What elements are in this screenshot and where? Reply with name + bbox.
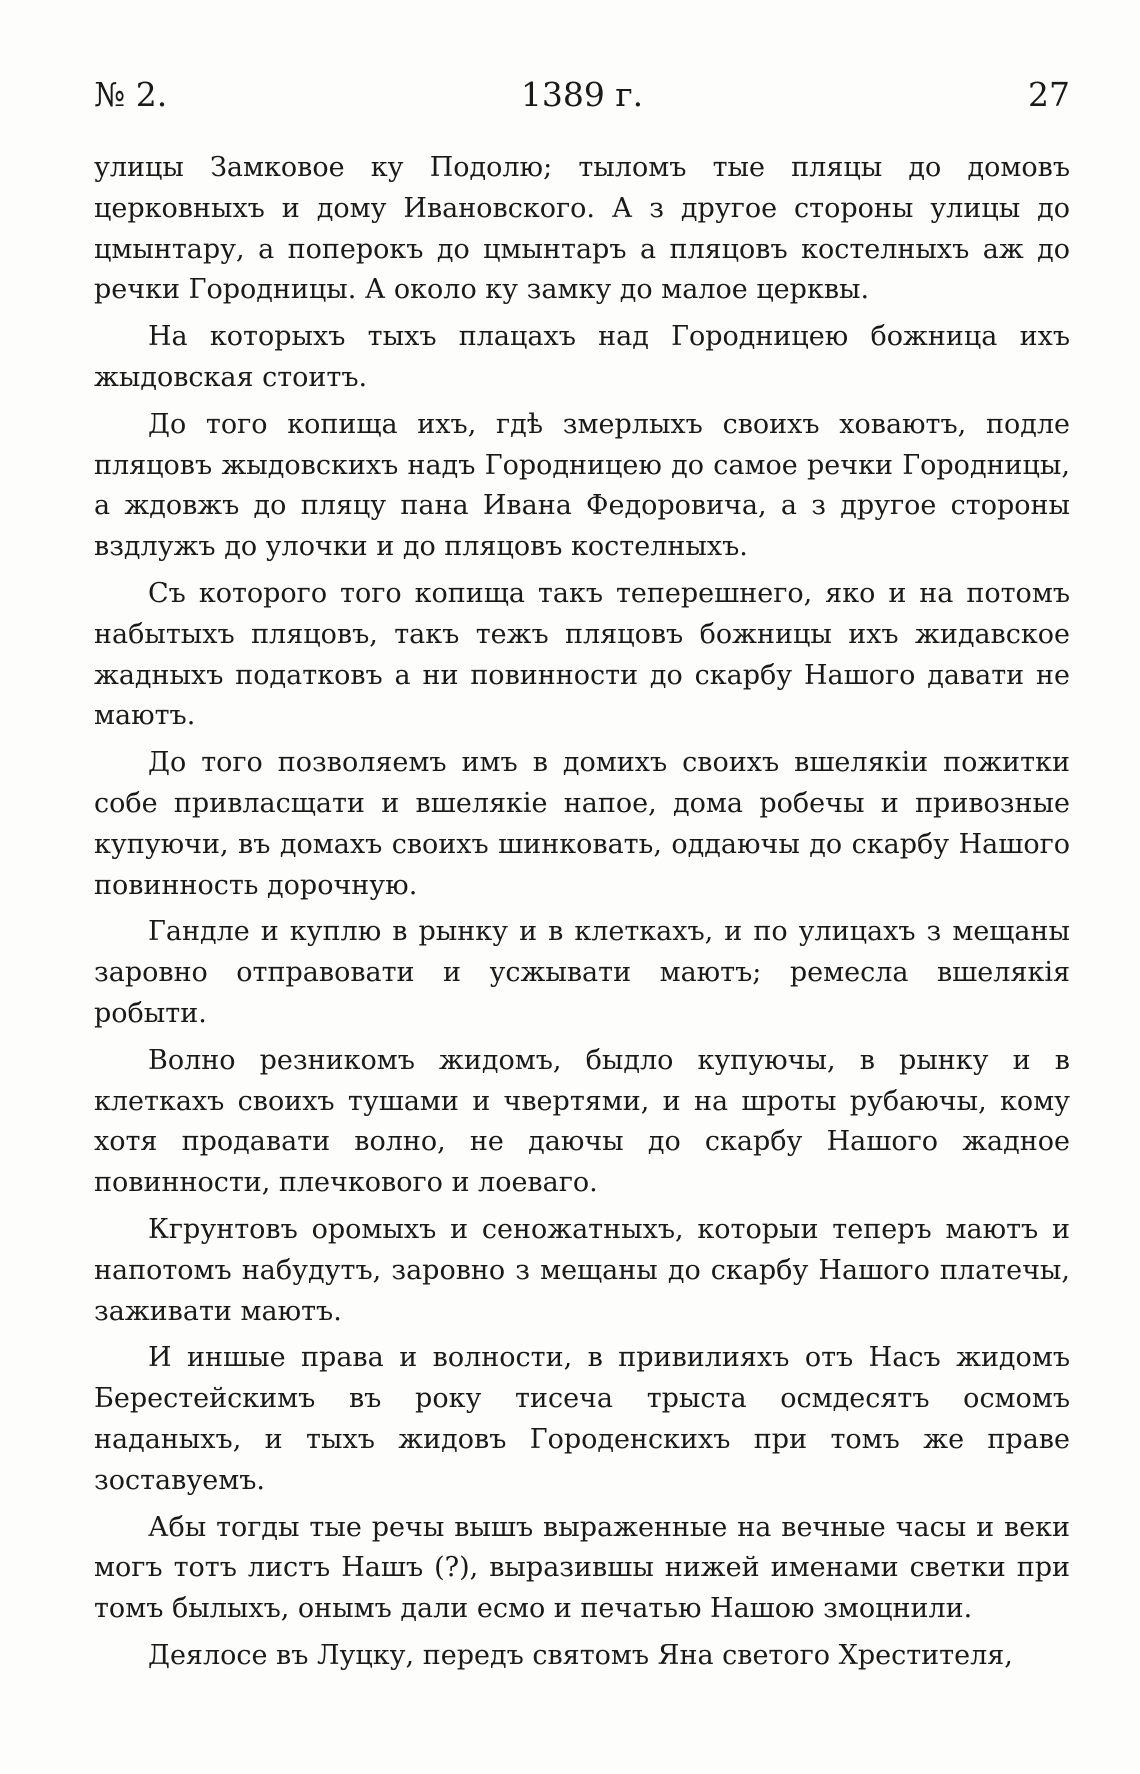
paragraph-9: И иншые права и волности, в привилияхъ отъ Насъ жидомъ Берестейскимъ въ року тисеча трыста осмдесятъ осмомъ наданыхъ, и тыхъ жидовъ Городенскихъ при томъ же праве зоставуемъ. — [94, 1342, 1070, 1496]
header-year: 1389 г. — [520, 75, 644, 114]
page-number: 27 — [1028, 75, 1070, 114]
page-header — [94, 70, 1070, 120]
paragraph-4: Съ которого того копища такъ теперешнего, яко и на потомъ набытыхъ пляцовъ, такъ тежъ пляцовъ божницы ихъ жидавское жадныхъ податковъ а ни повинности до скарбу Нашого давати не маютъ. — [94, 577, 1070, 732]
paragraph-6: Гандле и куплю в рынку и в клеткахъ, и по улицахъ з мещаны заровно отправовати и усжывати маютъ; ремесла вшелякія робыти. — [94, 916, 1070, 1029]
paragraph-11: Деялосе въ Луцку, передъ святомъ Яна светого Хрестителя, — [148, 1639, 1013, 1671]
paragraph-10: Абы тогды тые речы вышъ выраженные на вечные часы и веки могъ тотъ листъ Нашъ (?), выразившы нижей именами светки при томъ былыхъ, онымъ дали есмо и печатью Нашою змоцнили. — [94, 1511, 1070, 1625]
paragraph-7: Волно резникомъ жидомъ, быдло купуючы, в рынку и в клеткахъ своихъ тушами и чвертями, и на шроты рубаючы, кому хотя продавати волно, не даючы до скарбу Нашого жадное повинности, плечкового и лоеваго. — [94, 1044, 1070, 1199]
document-body — [94, 148, 1070, 1683]
header-document-number: № 2. — [94, 75, 168, 114]
paragraph-3: До того копища ихъ, гдѣ змерлыхъ своихъ ховаютъ, подле пляцовъ жыдовскихъ надъ Городницею до самое речки Городницы, а ждовжъ до пляцу пана Ивана Федоровича, а з другое стороны вздлужъ до улочки и до пляцовъ костелныхъ. — [94, 408, 1070, 563]
paragraph-2: На которыхъ тыхъ плацахъ над Городницею божница ихъ жыдовская стоитъ. — [94, 321, 1070, 393]
paragraph-8: Кгрунтовъ оромыхъ и сеножатныхъ, которыи теперъ маютъ и напотомъ набудутъ, заровно з мещаны до скарбу Нашого платечы, заживати маютъ. — [94, 1213, 1070, 1327]
paragraph-1: улицы Замковое ку Подолю; тыломъ тые пляцы до домовъ церковныхъ и дому Ивановского. А з другое стороны улицы до цмынтару, а поперокъ до цмынтаръ а пляцовъ костелныхъ аж до речки Городницы. А около ку замку до малое церквы. — [94, 152, 1070, 306]
paragraph-5: До того позволяемъ имъ в домихъ своихъ вшелякіи пожитки собе привласщати и вшелякіе напое, дома робечы и привозные купуючи, въ домахъ своихъ шинковать, оддаючы до скарбу Нашого повинность дорочную. — [94, 747, 1070, 901]
